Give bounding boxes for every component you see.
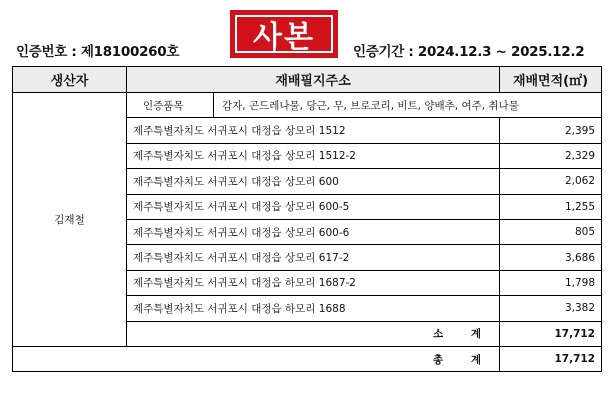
parcel-address: 제주특별자치도 서귀포시 대정읍 하모리 1687-2 [127, 270, 500, 295]
header-area: 재배면적(㎡) [500, 67, 602, 93]
certification-number: 인증번호 : 제18100260호 [16, 44, 180, 60]
parcel-address: 제주특별자치도 서귀포시 대정읍 상모리 600 [127, 169, 500, 194]
parcel-area: 3,382 [500, 296, 602, 321]
parcel-area: 2,329 [500, 143, 602, 168]
header-address: 재배필지주소 [127, 67, 500, 93]
total-row [13, 346, 602, 371]
farmer-name: 김재철 [13, 93, 127, 347]
parcel-address: 제주특별자치도 서귀포시 대정읍 상모리 1512-2 [127, 143, 500, 168]
parcel-area: 2,395 [500, 118, 602, 143]
parcel-address: 제주특별자치도 서귀포시 대정읍 상모리 617-2 [127, 245, 500, 270]
copy-stamp [230, 10, 338, 58]
items-cell [127, 93, 602, 118]
certification-period: 인증기간 : 2024.12.3 ~ 2025.12.2 [353, 44, 585, 60]
parcel-address: 제주특별자치도 서귀포시 대정읍 상모리 1512 [127, 118, 500, 143]
parcel-area: 2,062 [500, 169, 602, 194]
parcel-address: 제주특별자치도 서귀포시 대정읍 상모리 600-6 [127, 219, 500, 244]
cultivation-table [12, 66, 602, 372]
subtotal-value: 17,712 [500, 321, 602, 346]
parcel-area: 805 [500, 219, 602, 244]
items-value: 감자, 곤드레나물, 당근, 무, 브로코리, 비트, 양배추, 여주, 취나물 [222, 99, 519, 112]
parcel-area: 1,798 [500, 270, 602, 295]
parcel-address: 제주특별자치도 서귀포시 대정읍 하모리 1688 [127, 296, 500, 321]
copy-stamp-text: 사본 [235, 15, 333, 53]
items-label: 인증품목 [133, 93, 214, 117]
total-label: 총 계 [13, 346, 500, 371]
parcel-area: 3,686 [500, 245, 602, 270]
items-row [13, 93, 602, 118]
header-producer: 생산자 [13, 67, 127, 93]
table-header-row [13, 67, 602, 93]
parcel-area: 1,255 [500, 194, 602, 219]
subtotal-label: 소 계 [127, 321, 500, 346]
parcel-address: 제주특별자치도 서귀포시 대정읍 상모리 600-5 [127, 194, 500, 219]
total-value: 17,712 [500, 346, 602, 371]
